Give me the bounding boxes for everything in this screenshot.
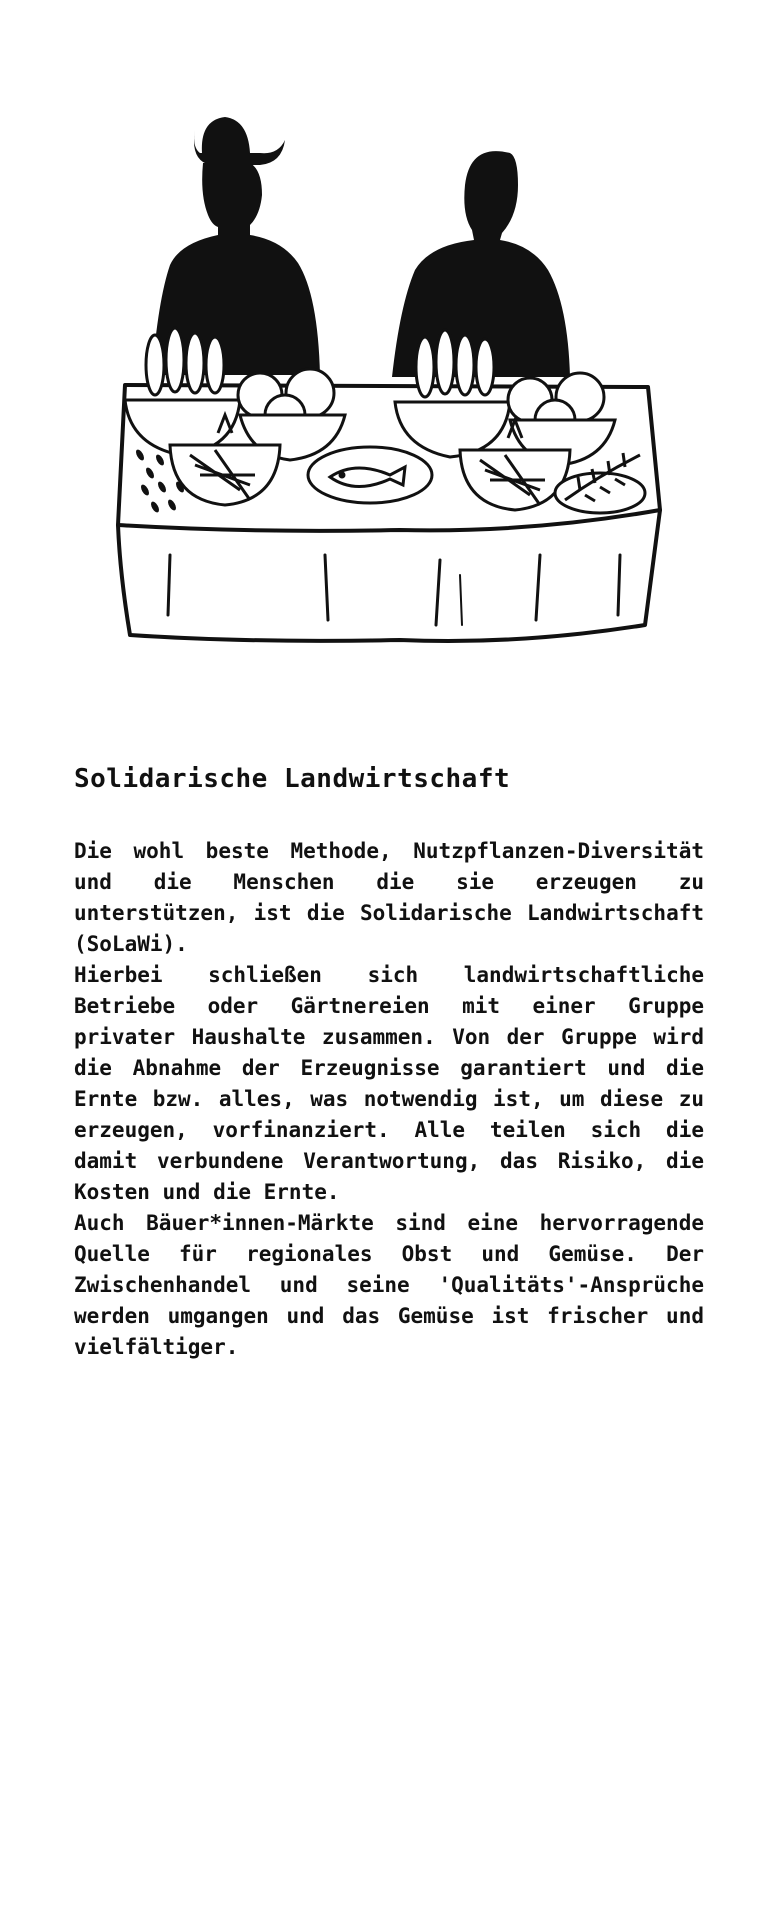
paragraph-markets: Auch Bäuer*innen-Märkte sind eine hervorragende Quelle für regionales Obst und Gemüse. Der Zwischenhandel und seine 'Qualitäts'-Ansprüche werden umgangen und das Gemüse ist frischer und vielfältiger. bbox=[74, 1211, 704, 1359]
page-title: Solidarische Landwirtschaft bbox=[74, 764, 511, 794]
market-table-illustration bbox=[100, 115, 685, 675]
fish-plate-icon bbox=[308, 447, 432, 503]
paragraph-group: Hierbei schließen sich landwirtschaftliche Betriebe oder Gärtnereien mit einer Gruppe privater Haushalte zusammen. Von der Gruppe wird die Abnahme der Erzeugnisse garantiert und die Ernte bzw. alles, was notwendig ist, um diese zu erzeugen, vorfinanziert. Alle teilen sich die damit verbundene Verantwortung, das Risiko, die Kosten und die Ernte. bbox=[74, 963, 704, 1204]
article bbox=[74, 760, 704, 1363]
paragraph-solawi: Die wohl beste Methode, Nutzpflanzen-Diversität und die Menschen die sie erzeugen zu unterstützen, ist die Solidarische Landwirtschaft (SoLaWi). bbox=[74, 839, 704, 956]
